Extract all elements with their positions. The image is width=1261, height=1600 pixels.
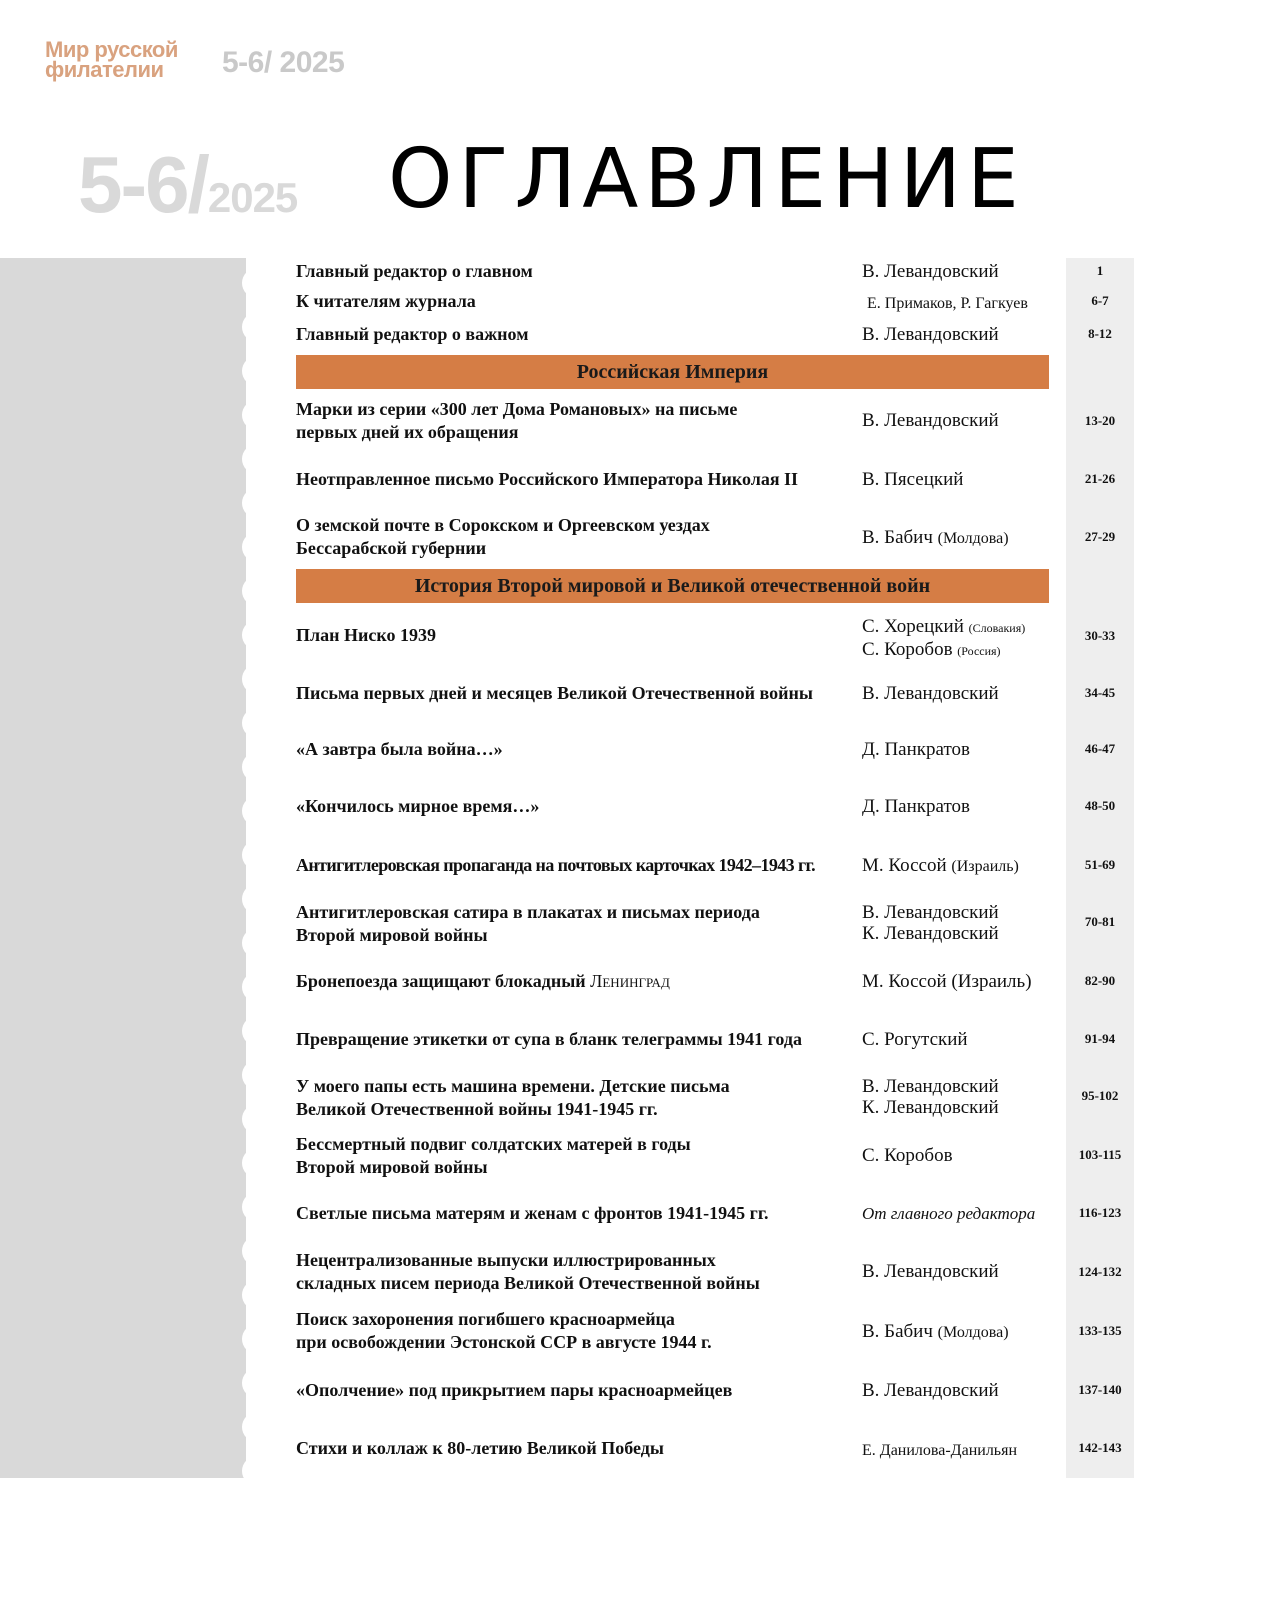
- perforation-hole: [242, 1148, 272, 1178]
- toc-pages: 95-102: [1081, 1088, 1119, 1103]
- perforation-hole: [242, 576, 272, 606]
- toc-title-line: Нецентрализованные выпуски иллюстрированных: [296, 1250, 716, 1270]
- section-header-ww2: История Второй мировой и Великой отечественной войн: [296, 569, 1049, 603]
- toc-title-line: Бессмертный подвиг солдатских матерей в годы: [296, 1134, 691, 1154]
- perforation-hole: [242, 884, 272, 914]
- author-country: (Молдова): [937, 530, 1009, 547]
- issue-number: [78, 140, 297, 243]
- toc-title-city: Ленинград: [590, 971, 670, 991]
- toc-author: С. Коробов: [862, 1145, 953, 1166]
- perforation-hole: [242, 752, 272, 782]
- toc-pages: 6-7: [1091, 293, 1109, 308]
- perforation-hole: [242, 1368, 272, 1398]
- toc-title: «Кончилось мирное время…»: [296, 796, 540, 816]
- toc-author: Д. Панкратов: [862, 739, 970, 760]
- issue-year: 2025: [207, 174, 298, 221]
- toc-author: От главного редактора: [862, 1204, 1036, 1223]
- perforation-hole: [242, 1412, 272, 1442]
- toc-title: План Ниско 1939: [296, 625, 436, 645]
- issue-number-main: 5-6/: [78, 140, 208, 229]
- toc-title: Главный редактор о важном: [296, 324, 529, 344]
- toc-title-line: складных писем периода Великой Отечественной войны: [296, 1273, 760, 1293]
- author-name: М. Коссой: [862, 971, 947, 992]
- toc-title-line: при освобождении Эстонской ССР в августе 1944 г.: [296, 1332, 712, 1352]
- toc-author: [862, 527, 1062, 549]
- perforated-side-band: [0, 258, 246, 1478]
- perforation-hole: [242, 400, 272, 430]
- author-country: (Россия): [957, 644, 1001, 658]
- perforation-hole: [242, 1324, 272, 1354]
- author-name: С. Хорецкий: [862, 616, 964, 637]
- toc-author: Е. Данилова-Данильян: [862, 1442, 1018, 1459]
- toc-pages: 70-81: [1084, 914, 1116, 929]
- author-name: В. Левандовский: [862, 902, 999, 923]
- perforation-hole: [242, 708, 272, 738]
- toc-title: Главный редактор о главном: [296, 261, 533, 281]
- toc-author: [862, 902, 1062, 944]
- perforation-hole: [242, 972, 272, 1002]
- toc-pages: 21-26: [1084, 471, 1116, 486]
- toc-author: В. Левандовский: [862, 324, 999, 345]
- perforation-hole: [242, 1060, 272, 1090]
- page-title: ОГЛАВЛЕНИЕ: [388, 132, 1025, 227]
- toc-title: [296, 1133, 851, 1179]
- toc-title-line: Второй мировой войны: [296, 925, 488, 945]
- perforation-hole: [242, 532, 272, 562]
- toc-title: «Ополчение» под прикрытием пары красноармейцев: [296, 1380, 733, 1400]
- toc-pages: 34-45: [1084, 685, 1116, 700]
- toc-author: С. Рогутский: [862, 1029, 968, 1050]
- toc-pages: 51-69: [1084, 857, 1116, 872]
- toc-title-line: Марки из серии «300 лет Дома Романовых» на письме: [296, 399, 738, 419]
- toc-pages: 137-140: [1078, 1382, 1122, 1397]
- author-name: В. Бабич: [862, 527, 933, 548]
- toc-title-line: Великой Отечественной войны 1941-1945 гг.: [296, 1099, 658, 1119]
- toc-title-line: О земской почте в Сорокском и Оргеевском уездах: [296, 515, 710, 535]
- logo-issue-number: 5-6/ 2025: [222, 46, 345, 79]
- perforation-hole: [242, 664, 272, 694]
- author-name: В. Бабич: [862, 1321, 933, 1342]
- toc-title: К читателям журнала: [296, 291, 476, 311]
- toc-author: Е. Примаков, Р. Гагкуев: [867, 295, 1028, 312]
- perforation-hole: [242, 1104, 272, 1134]
- toc-title: [296, 1075, 851, 1121]
- toc-pages: 46-47: [1084, 741, 1116, 756]
- toc-author: В. Левандовский: [862, 1380, 999, 1401]
- toc-title: Неотправленное письмо Российского Императора Николая II: [296, 469, 799, 489]
- perforation-hole: [242, 312, 272, 342]
- toc-author: [862, 1076, 1062, 1118]
- author-country: (Израиль): [951, 971, 1032, 992]
- toc-author: [862, 616, 1062, 662]
- author-country: (Молдова): [937, 1324, 1009, 1341]
- perforation-hole: [242, 928, 272, 958]
- perforation-hole: [242, 620, 272, 650]
- perforation-hole: [242, 1192, 272, 1222]
- toc-title-line: Поиск захоронения погибшего красноармейца: [296, 1309, 675, 1329]
- toc-author: В. Левандовский: [862, 683, 999, 704]
- logo-line-2: филателии: [45, 57, 164, 82]
- author-name: М. Коссой: [862, 855, 947, 876]
- toc-title-line: Второй мировой войны: [296, 1157, 488, 1177]
- author-name: С. Коробов: [862, 639, 953, 660]
- toc-title-line: Антигитлеровская сатира в плакатах и письмах периода: [296, 902, 760, 922]
- toc-title-line: первых дней их обращения: [296, 422, 519, 442]
- toc-title: Антигитлеровская пропаганда на почтовых карточках 1942–1943 гг.: [296, 855, 815, 875]
- toc-author: [862, 1321, 1062, 1343]
- toc-pages: 116-123: [1078, 1205, 1122, 1220]
- toc-title-line: У моего папы есть машина времени. Детские письма: [296, 1076, 730, 1096]
- toc-title: [296, 970, 851, 993]
- perforation-hole: [242, 488, 272, 518]
- toc-title-main: Бронепоезда защищают блокадный: [296, 971, 586, 991]
- toc-title-line: Бессарабской губернии: [296, 538, 487, 558]
- toc-title: [296, 1249, 851, 1295]
- toc-title: [296, 514, 851, 560]
- toc-author: В. Пясецкий: [862, 469, 964, 490]
- perforation-hole: [242, 840, 272, 870]
- section-header-russian-empire: Российская Империя: [296, 355, 1049, 389]
- toc-pages: 82-90: [1084, 973, 1116, 988]
- toc-title: [296, 398, 851, 444]
- perforation-hole: [242, 1280, 272, 1310]
- author-country: (Словакия): [968, 621, 1026, 635]
- toc-title: Светлые письма матерям и женам с фронтов 1941-1945 гг.: [296, 1203, 769, 1223]
- toc-author: В. Левандовский: [862, 1261, 999, 1282]
- toc-pages: 1: [1096, 263, 1104, 278]
- perforation-hole: [242, 796, 272, 826]
- toc-pages: 124-132: [1078, 1264, 1122, 1279]
- perforation-hole: [242, 1456, 272, 1486]
- perforation-hole: [242, 1016, 272, 1046]
- magazine-logo: [45, 37, 210, 82]
- toc-pages: 8-12: [1088, 326, 1112, 341]
- author-country: (Израиль): [951, 858, 1019, 875]
- toc-title: [296, 1308, 851, 1354]
- toc-author: В. Левандовский: [862, 410, 999, 431]
- toc-pages: 103-115: [1078, 1147, 1122, 1162]
- perforation-hole: [242, 268, 272, 298]
- toc-pages: 48-50: [1084, 798, 1116, 813]
- toc-pages: 13-20: [1084, 413, 1116, 428]
- toc-pages: 30-33: [1084, 628, 1116, 643]
- perforation-hole: [242, 444, 272, 474]
- toc-pages: 27-29: [1084, 529, 1116, 544]
- toc-title: Превращение этикетки от супа в бланк телеграммы 1941 года: [296, 1029, 802, 1049]
- toc-title: Стихи и коллаж к 80-летию Великой Победы: [296, 1438, 664, 1458]
- toc-title: «А завтра была война…»: [296, 739, 503, 759]
- toc-author: В. Левандовский: [862, 261, 999, 282]
- logo-line-1: Мир русской: [45, 37, 178, 62]
- author-name: К. Левандовский: [862, 923, 999, 944]
- author-name: К. Левандовский: [862, 1097, 999, 1118]
- toc-pages: 91-94: [1084, 1031, 1116, 1046]
- toc-title: Письма первых дней и месяцев Великой Отечественной войны: [296, 683, 813, 703]
- toc-pages: 142-143: [1078, 1440, 1122, 1455]
- toc-pages: 133-135: [1078, 1323, 1122, 1338]
- toc-author: Д. Панкратов: [862, 796, 970, 817]
- perforation-hole: [242, 1236, 272, 1266]
- author-name: В. Левандовский: [862, 1076, 999, 1097]
- toc-title: [296, 901, 851, 947]
- toc-author: [862, 855, 1062, 877]
- perforation-hole: [242, 356, 272, 386]
- toc-author: [862, 971, 1062, 992]
